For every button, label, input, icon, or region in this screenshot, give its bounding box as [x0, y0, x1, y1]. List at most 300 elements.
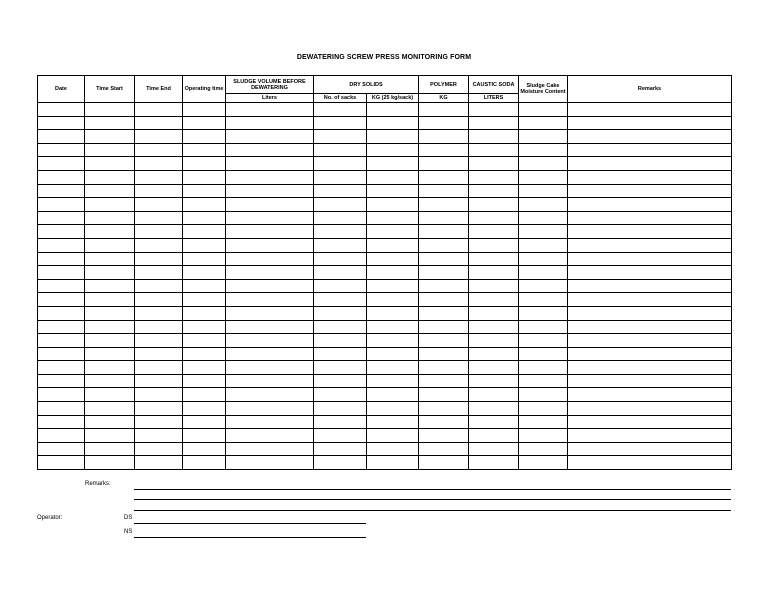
- table-cell[interactable]: [519, 374, 568, 388]
- table-cell[interactable]: [85, 252, 135, 266]
- table-cell[interactable]: [314, 103, 367, 117]
- table-cell[interactable]: [568, 198, 732, 212]
- table-cell[interactable]: [135, 415, 183, 429]
- table-cell[interactable]: [367, 347, 419, 361]
- table-cell[interactable]: [469, 266, 519, 280]
- ns-signature-line[interactable]: [134, 537, 366, 538]
- table-cell[interactable]: [135, 293, 183, 307]
- table-cell[interactable]: [367, 334, 419, 348]
- table-cell[interactable]: [419, 116, 469, 130]
- table-cell[interactable]: [135, 143, 183, 157]
- table-cell[interactable]: [314, 388, 367, 402]
- table-cell[interactable]: [469, 306, 519, 320]
- table-cell[interactable]: [38, 415, 85, 429]
- table-cell[interactable]: [226, 116, 314, 130]
- table-cell[interactable]: [183, 402, 226, 416]
- table-cell[interactable]: [38, 402, 85, 416]
- table-cell[interactable]: [226, 157, 314, 171]
- table-cell[interactable]: [519, 293, 568, 307]
- table-cell[interactable]: [519, 347, 568, 361]
- table-cell[interactable]: [135, 211, 183, 225]
- table-cell[interactable]: [135, 374, 183, 388]
- table-cell[interactable]: [226, 252, 314, 266]
- table-cell[interactable]: [568, 334, 732, 348]
- table-cell[interactable]: [469, 130, 519, 144]
- table-cell[interactable]: [469, 374, 519, 388]
- table-cell[interactable]: [314, 266, 367, 280]
- table-cell[interactable]: [519, 225, 568, 239]
- table-cell[interactable]: [314, 157, 367, 171]
- table-cell[interactable]: [135, 252, 183, 266]
- table-cell[interactable]: [38, 238, 85, 252]
- table-cell[interactable]: [38, 347, 85, 361]
- table-cell[interactable]: [314, 143, 367, 157]
- table-cell[interactable]: [519, 415, 568, 429]
- table-cell[interactable]: [314, 293, 367, 307]
- table-cell[interactable]: [419, 170, 469, 184]
- table-cell[interactable]: [314, 456, 367, 470]
- table-cell[interactable]: [469, 170, 519, 184]
- table-cell[interactable]: [419, 198, 469, 212]
- table-cell[interactable]: [226, 238, 314, 252]
- table-cell[interactable]: [469, 442, 519, 456]
- table-cell[interactable]: [568, 402, 732, 416]
- table-cell[interactable]: [226, 320, 314, 334]
- table-cell[interactable]: [135, 225, 183, 239]
- table-cell[interactable]: [519, 211, 568, 225]
- table-cell[interactable]: [85, 103, 135, 117]
- table-cell[interactable]: [568, 116, 732, 130]
- table-cell[interactable]: [469, 225, 519, 239]
- table-cell[interactable]: [135, 442, 183, 456]
- table-cell[interactable]: [367, 116, 419, 130]
- table-cell[interactable]: [85, 130, 135, 144]
- table-cell[interactable]: [135, 279, 183, 293]
- table-cell[interactable]: [367, 252, 419, 266]
- table-cell[interactable]: [85, 266, 135, 280]
- table-cell[interactable]: [314, 374, 367, 388]
- table-cell[interactable]: [469, 211, 519, 225]
- table-cell[interactable]: [519, 388, 568, 402]
- table-cell[interactable]: [314, 170, 367, 184]
- table-cell[interactable]: [568, 442, 732, 456]
- table-cell[interactable]: [226, 198, 314, 212]
- table-cell[interactable]: [85, 211, 135, 225]
- table-cell[interactable]: [519, 130, 568, 144]
- table-cell[interactable]: [226, 456, 314, 470]
- table-cell[interactable]: [183, 198, 226, 212]
- table-cell[interactable]: [38, 361, 85, 375]
- table-cell[interactable]: [183, 266, 226, 280]
- table-cell[interactable]: [568, 143, 732, 157]
- table-cell[interactable]: [135, 198, 183, 212]
- table-cell[interactable]: [38, 170, 85, 184]
- table-cell[interactable]: [314, 198, 367, 212]
- table-cell[interactable]: [367, 225, 419, 239]
- table-cell[interactable]: [38, 211, 85, 225]
- table-cell[interactable]: [85, 429, 135, 443]
- remarks-line-2[interactable]: [134, 499, 731, 500]
- table-cell[interactable]: [226, 429, 314, 443]
- table-cell[interactable]: [38, 293, 85, 307]
- table-cell[interactable]: [367, 130, 419, 144]
- table-cell[interactable]: [519, 184, 568, 198]
- table-cell[interactable]: [85, 415, 135, 429]
- table-cell[interactable]: [519, 306, 568, 320]
- table-cell[interactable]: [519, 402, 568, 416]
- table-cell[interactable]: [519, 334, 568, 348]
- table-cell[interactable]: [38, 225, 85, 239]
- table-cell[interactable]: [419, 306, 469, 320]
- table-cell[interactable]: [85, 334, 135, 348]
- table-cell[interactable]: [38, 334, 85, 348]
- table-cell[interactable]: [519, 252, 568, 266]
- table-cell[interactable]: [419, 184, 469, 198]
- table-cell[interactable]: [38, 320, 85, 334]
- table-cell[interactable]: [135, 429, 183, 443]
- table-cell[interactable]: [183, 143, 226, 157]
- table-cell[interactable]: [367, 361, 419, 375]
- table-cell[interactable]: [226, 402, 314, 416]
- table-cell[interactable]: [568, 388, 732, 402]
- table-cell[interactable]: [419, 211, 469, 225]
- table-cell[interactable]: [183, 334, 226, 348]
- table-cell[interactable]: [419, 279, 469, 293]
- table-cell[interactable]: [469, 402, 519, 416]
- table-cell[interactable]: [419, 347, 469, 361]
- table-cell[interactable]: [183, 279, 226, 293]
- table-cell[interactable]: [568, 293, 732, 307]
- table-cell[interactable]: [469, 238, 519, 252]
- table-cell[interactable]: [419, 266, 469, 280]
- table-cell[interactable]: [469, 116, 519, 130]
- table-cell[interactable]: [226, 361, 314, 375]
- table-cell[interactable]: [314, 279, 367, 293]
- table-cell[interactable]: [85, 293, 135, 307]
- table-cell[interactable]: [469, 198, 519, 212]
- table-cell[interactable]: [568, 279, 732, 293]
- table-cell[interactable]: [367, 320, 419, 334]
- table-cell[interactable]: [226, 334, 314, 348]
- table-cell[interactable]: [568, 238, 732, 252]
- table-cell[interactable]: [419, 238, 469, 252]
- table-cell[interactable]: [38, 184, 85, 198]
- table-cell[interactable]: [367, 306, 419, 320]
- table-cell[interactable]: [38, 198, 85, 212]
- table-cell[interactable]: [226, 306, 314, 320]
- table-cell[interactable]: [85, 388, 135, 402]
- table-cell[interactable]: [568, 103, 732, 117]
- table-cell[interactable]: [419, 225, 469, 239]
- table-cell[interactable]: [519, 116, 568, 130]
- table-cell[interactable]: [568, 429, 732, 443]
- ds-signature-line[interactable]: [134, 523, 366, 524]
- table-cell[interactable]: [226, 103, 314, 117]
- table-cell[interactable]: [135, 170, 183, 184]
- table-cell[interactable]: [469, 157, 519, 171]
- table-cell[interactable]: [85, 347, 135, 361]
- table-cell[interactable]: [519, 320, 568, 334]
- table-cell[interactable]: [519, 429, 568, 443]
- table-cell[interactable]: [568, 252, 732, 266]
- table-cell[interactable]: [367, 374, 419, 388]
- table-cell[interactable]: [568, 347, 732, 361]
- table-cell[interactable]: [568, 361, 732, 375]
- table-cell[interactable]: [367, 293, 419, 307]
- table-cell[interactable]: [419, 456, 469, 470]
- table-cell[interactable]: [135, 130, 183, 144]
- table-cell[interactable]: [419, 374, 469, 388]
- table-cell[interactable]: [183, 238, 226, 252]
- table-cell[interactable]: [183, 293, 226, 307]
- table-cell[interactable]: [135, 266, 183, 280]
- table-cell[interactable]: [367, 143, 419, 157]
- table-cell[interactable]: [85, 116, 135, 130]
- table-cell[interactable]: [419, 402, 469, 416]
- table-cell[interactable]: [85, 184, 135, 198]
- table-cell[interactable]: [519, 266, 568, 280]
- table-cell[interactable]: [38, 456, 85, 470]
- table-cell[interactable]: [367, 198, 419, 212]
- table-cell[interactable]: [314, 130, 367, 144]
- table-cell[interactable]: [314, 347, 367, 361]
- table-cell[interactable]: [568, 266, 732, 280]
- table-cell[interactable]: [135, 388, 183, 402]
- table-cell[interactable]: [226, 170, 314, 184]
- table-cell[interactable]: [226, 279, 314, 293]
- table-cell[interactable]: [367, 170, 419, 184]
- table-cell[interactable]: [419, 293, 469, 307]
- table-cell[interactable]: [568, 415, 732, 429]
- table-cell[interactable]: [568, 184, 732, 198]
- table-cell[interactable]: [226, 415, 314, 429]
- table-cell[interactable]: [85, 442, 135, 456]
- table-cell[interactable]: [183, 157, 226, 171]
- table-cell[interactable]: [314, 238, 367, 252]
- table-cell[interactable]: [85, 456, 135, 470]
- table-cell[interactable]: [568, 320, 732, 334]
- table-cell[interactable]: [367, 429, 419, 443]
- table-cell[interactable]: [85, 320, 135, 334]
- table-cell[interactable]: [135, 184, 183, 198]
- table-cell[interactable]: [226, 388, 314, 402]
- remarks-line-3[interactable]: [134, 510, 731, 511]
- table-cell[interactable]: [469, 103, 519, 117]
- table-cell[interactable]: [314, 361, 367, 375]
- table-cell[interactable]: [419, 130, 469, 144]
- table-cell[interactable]: [183, 429, 226, 443]
- table-cell[interactable]: [568, 170, 732, 184]
- table-cell[interactable]: [367, 238, 419, 252]
- table-cell[interactable]: [367, 442, 419, 456]
- table-cell[interactable]: [183, 442, 226, 456]
- table-cell[interactable]: [568, 130, 732, 144]
- table-cell[interactable]: [519, 279, 568, 293]
- table-cell[interactable]: [183, 225, 226, 239]
- table-cell[interactable]: [38, 266, 85, 280]
- table-cell[interactable]: [568, 374, 732, 388]
- table-cell[interactable]: [469, 279, 519, 293]
- table-cell[interactable]: [469, 184, 519, 198]
- table-cell[interactable]: [469, 252, 519, 266]
- table-cell[interactable]: [183, 347, 226, 361]
- table-cell[interactable]: [519, 103, 568, 117]
- table-cell[interactable]: [226, 442, 314, 456]
- table-cell[interactable]: [469, 293, 519, 307]
- table-cell[interactable]: [85, 170, 135, 184]
- table-cell[interactable]: [226, 293, 314, 307]
- table-cell[interactable]: [38, 388, 85, 402]
- table-cell[interactable]: [38, 306, 85, 320]
- table-cell[interactable]: [226, 143, 314, 157]
- table-cell[interactable]: [135, 103, 183, 117]
- table-cell[interactable]: [38, 374, 85, 388]
- table-cell[interactable]: [314, 320, 367, 334]
- table-cell[interactable]: [419, 143, 469, 157]
- table-cell[interactable]: [519, 198, 568, 212]
- table-cell[interactable]: [367, 157, 419, 171]
- table-cell[interactable]: [367, 184, 419, 198]
- table-cell[interactable]: [183, 361, 226, 375]
- table-cell[interactable]: [314, 442, 367, 456]
- table-cell[interactable]: [519, 170, 568, 184]
- table-cell[interactable]: [568, 225, 732, 239]
- table-cell[interactable]: [38, 116, 85, 130]
- table-cell[interactable]: [419, 334, 469, 348]
- table-cell[interactable]: [568, 211, 732, 225]
- table-cell[interactable]: [135, 320, 183, 334]
- table-cell[interactable]: [85, 225, 135, 239]
- table-cell[interactable]: [183, 184, 226, 198]
- table-cell[interactable]: [135, 306, 183, 320]
- table-cell[interactable]: [226, 266, 314, 280]
- table-cell[interactable]: [85, 238, 135, 252]
- table-cell[interactable]: [519, 442, 568, 456]
- table-cell[interactable]: [469, 361, 519, 375]
- table-cell[interactable]: [183, 415, 226, 429]
- table-cell[interactable]: [519, 361, 568, 375]
- table-cell[interactable]: [183, 374, 226, 388]
- table-cell[interactable]: [38, 429, 85, 443]
- table-cell[interactable]: [226, 184, 314, 198]
- table-cell[interactable]: [367, 103, 419, 117]
- table-cell[interactable]: [38, 130, 85, 144]
- table-cell[interactable]: [183, 320, 226, 334]
- table-cell[interactable]: [226, 225, 314, 239]
- table-cell[interactable]: [38, 252, 85, 266]
- table-cell[interactable]: [183, 306, 226, 320]
- table-cell[interactable]: [85, 157, 135, 171]
- table-cell[interactable]: [469, 429, 519, 443]
- table-cell[interactable]: [314, 415, 367, 429]
- table-cell[interactable]: [469, 334, 519, 348]
- table-cell[interactable]: [38, 103, 85, 117]
- table-cell[interactable]: [183, 211, 226, 225]
- table-cell[interactable]: [135, 402, 183, 416]
- table-cell[interactable]: [38, 279, 85, 293]
- table-cell[interactable]: [135, 456, 183, 470]
- table-cell[interactable]: [85, 374, 135, 388]
- table-cell[interactable]: [367, 456, 419, 470]
- table-cell[interactable]: [519, 238, 568, 252]
- table-cell[interactable]: [85, 279, 135, 293]
- table-cell[interactable]: [568, 306, 732, 320]
- table-cell[interactable]: [419, 415, 469, 429]
- table-cell[interactable]: [469, 320, 519, 334]
- table-cell[interactable]: [135, 116, 183, 130]
- table-cell[interactable]: [568, 157, 732, 171]
- table-cell[interactable]: [419, 361, 469, 375]
- table-cell[interactable]: [314, 225, 367, 239]
- table-cell[interactable]: [226, 374, 314, 388]
- table-cell[interactable]: [183, 116, 226, 130]
- table-cell[interactable]: [314, 429, 367, 443]
- remarks-line-1[interactable]: [134, 489, 731, 490]
- table-cell[interactable]: [419, 103, 469, 117]
- table-cell[interactable]: [419, 157, 469, 171]
- table-cell[interactable]: [519, 456, 568, 470]
- table-cell[interactable]: [419, 252, 469, 266]
- table-cell[interactable]: [314, 211, 367, 225]
- table-cell[interactable]: [183, 130, 226, 144]
- table-cell[interactable]: [568, 456, 732, 470]
- table-cell[interactable]: [85, 361, 135, 375]
- table-cell[interactable]: [419, 429, 469, 443]
- table-cell[interactable]: [38, 143, 85, 157]
- table-cell[interactable]: [367, 415, 419, 429]
- table-cell[interactable]: [367, 388, 419, 402]
- table-cell[interactable]: [135, 238, 183, 252]
- table-cell[interactable]: [367, 279, 419, 293]
- table-cell[interactable]: [469, 415, 519, 429]
- table-cell[interactable]: [183, 252, 226, 266]
- table-cell[interactable]: [519, 157, 568, 171]
- table-cell[interactable]: [85, 402, 135, 416]
- table-cell[interactable]: [183, 388, 226, 402]
- table-cell[interactable]: [38, 442, 85, 456]
- table-cell[interactable]: [183, 170, 226, 184]
- table-cell[interactable]: [419, 442, 469, 456]
- table-cell[interactable]: [135, 361, 183, 375]
- table-cell[interactable]: [469, 347, 519, 361]
- table-cell[interactable]: [38, 157, 85, 171]
- table-cell[interactable]: [135, 347, 183, 361]
- table-cell[interactable]: [85, 306, 135, 320]
- table-cell[interactable]: [367, 266, 419, 280]
- table-cell[interactable]: [226, 347, 314, 361]
- table-cell[interactable]: [183, 456, 226, 470]
- table-cell[interactable]: [314, 306, 367, 320]
- table-cell[interactable]: [419, 388, 469, 402]
- table-cell[interactable]: [314, 184, 367, 198]
- table-cell[interactable]: [519, 143, 568, 157]
- table-cell[interactable]: [135, 334, 183, 348]
- table-cell[interactable]: [469, 388, 519, 402]
- table-cell[interactable]: [314, 116, 367, 130]
- table-cell[interactable]: [85, 198, 135, 212]
- table-cell[interactable]: [469, 143, 519, 157]
- table-cell[interactable]: [135, 157, 183, 171]
- table-cell[interactable]: [367, 211, 419, 225]
- table-cell[interactable]: [314, 252, 367, 266]
- table-cell[interactable]: [226, 130, 314, 144]
- table-cell[interactable]: [314, 334, 367, 348]
- table-cell[interactable]: [419, 320, 469, 334]
- table-cell[interactable]: [314, 402, 367, 416]
- table-cell[interactable]: [85, 143, 135, 157]
- table-cell[interactable]: [469, 456, 519, 470]
- table-cell[interactable]: [183, 103, 226, 117]
